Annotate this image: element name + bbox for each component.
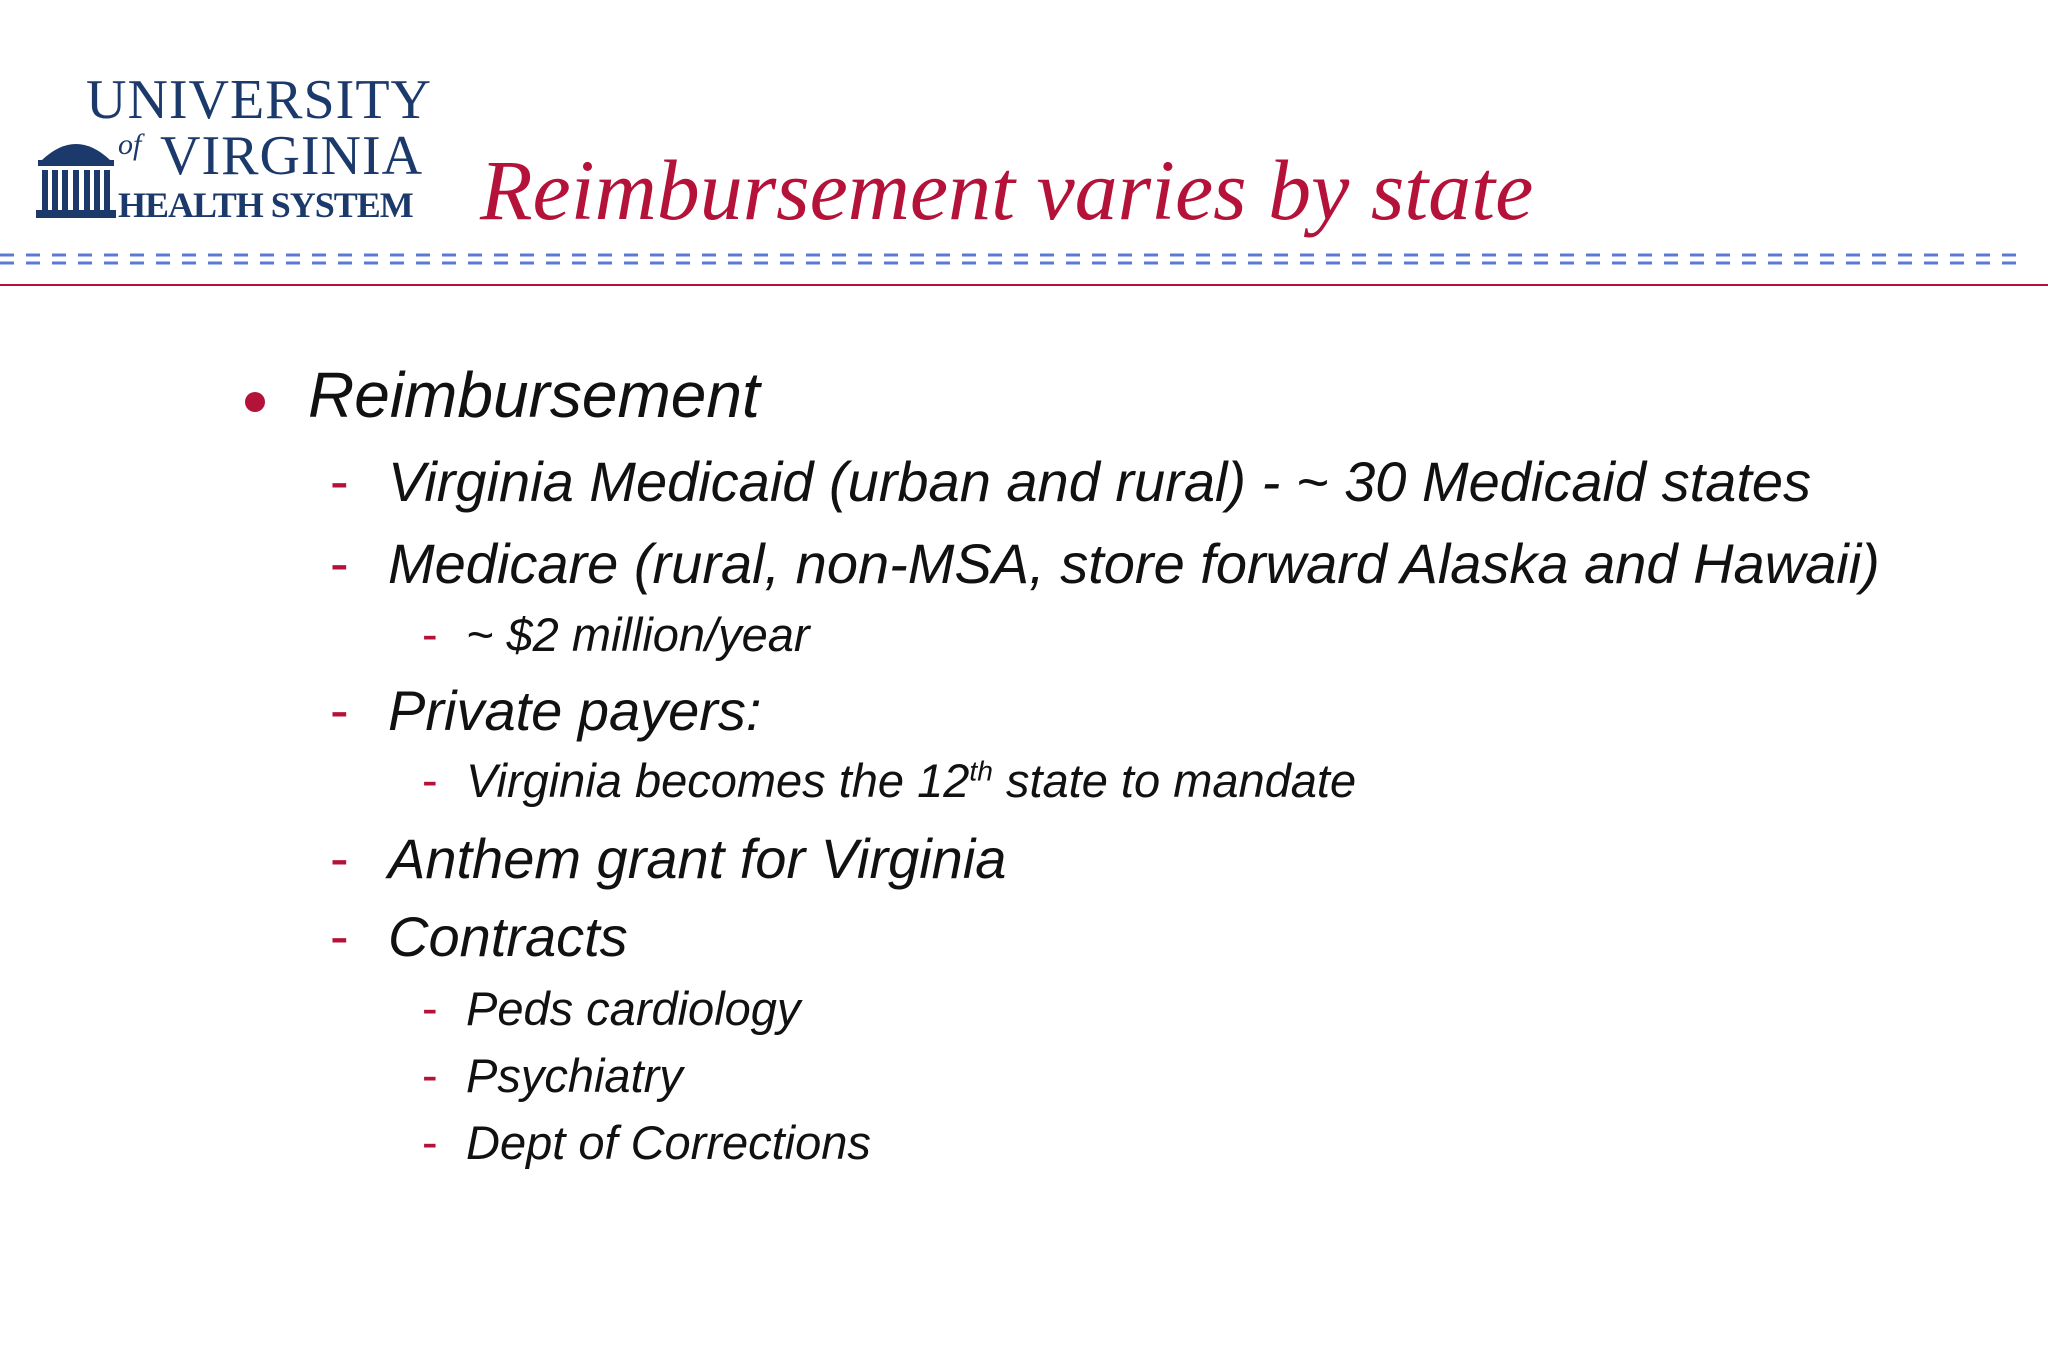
logo-text-university: UNIVERSITY [86,69,432,131]
dash-marker: - [422,607,438,660]
sub-bullet-contracts: Contracts [388,905,628,968]
dash-marker: - [330,531,349,594]
sub-bullet-private-payers: Private payers: [388,679,762,742]
sub-sub-bullet-2-million: ~ $2 million/year [466,608,810,661]
mandate-text-end: state to mandate [992,754,1357,807]
sub-sub-bullet-dept-of-corrections: Dept of Corrections [466,1116,871,1169]
dashed-separator [0,252,2020,266]
dash-marker: - [422,1115,438,1168]
dash-marker: - [422,981,438,1034]
dash-marker: - [330,904,349,967]
bullet-dot [245,392,265,412]
logo-text-virginia: VIRGINIA [160,125,424,187]
slide-title: Reimbursement varies by state [480,142,1534,238]
dash-marker: - [330,826,349,889]
mandate-text-start: Virginia becomes the 12 [466,754,970,807]
bullet-reimbursement: Reimbursement [308,359,760,431]
sub-bullet-medicare: Medicare (rural, non-MSA, store forward Alaska and Hawaii) [388,532,1880,595]
dash-marker: - [422,753,438,806]
dash-marker: - [422,1048,438,1101]
sub-sub-bullet-psychiatry: Psychiatry [466,1049,683,1102]
dash-marker: - [330,678,349,741]
dash-marker: - [330,449,349,512]
logo-text-health-system: HEALTH SYSTEM [118,185,413,225]
sub-sub-bullet-virginia-12th-state [466,753,1356,808]
ordinal-suffix: th [969,754,993,787]
logo-text-of: of [118,128,142,161]
title-rule [0,284,2048,286]
sub-sub-bullet-peds-cardiology: Peds cardiology [466,982,801,1035]
rotunda-icon [36,130,116,220]
sub-bullet-virginia-medicaid: Virginia Medicaid (urban and rural) - ~ 30 Medicaid states [388,450,1812,513]
uva-health-system-logo [36,68,432,228]
sub-bullet-anthem-grant: Anthem grant for Virginia [388,827,1007,890]
